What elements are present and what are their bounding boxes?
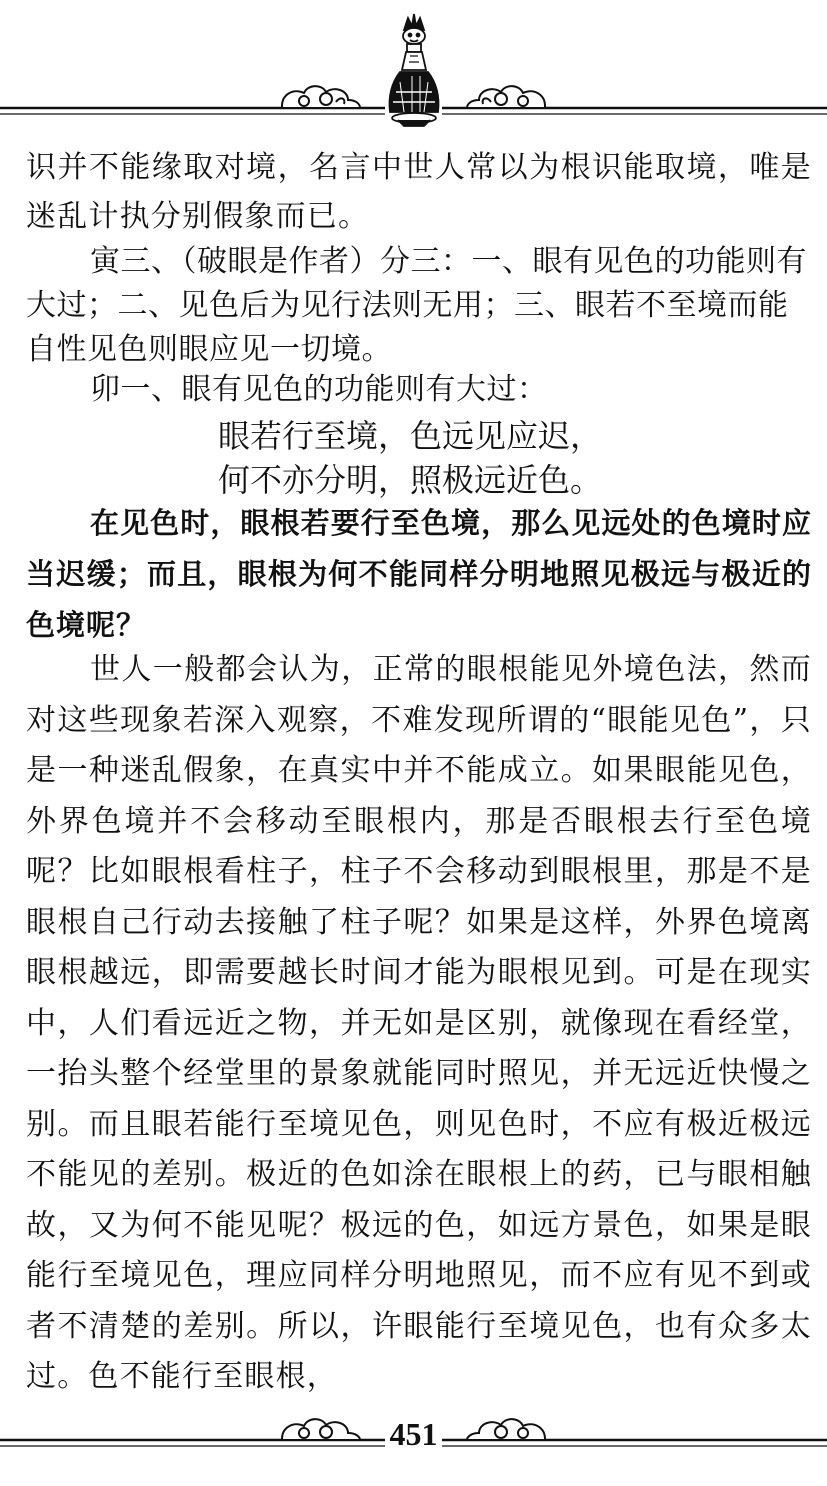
page-number: 451: [389, 1416, 438, 1452]
header-ornament: [0, 0, 827, 135]
section-heading: 寅三、（破眼是作者）分三：一、眼有见色的功能则有大过；二、见色后为见行法则无用；三、眼若不至境而能自性见色则眼应见一切境。: [26, 244, 807, 367]
cloud-scroll-left-icon: [282, 86, 360, 108]
commentary-paragraph: 世人一般都会认为，正常的眼根能见外境色法，然而对这些现象若深入观察，不难发现所谓的“眼能见色”，只是一种迷乱假象，在真实中并不能成立。如果眼能见色，外界色境并不会移动至眼根内，那是否眼根去行至色境呢？比如眼根看柱子，柱子不会移动到眼根里，那是不是眼根自己行动去接触了柱子呢？如果是这样，外界色境离眼根越远，即需要越长时间才能为眼根见到。可是在现实中，人们看远近之物，并无如是区别，就像现在看经堂，一抬头整个经堂里的景象就能同时照见，并无远近快慢之别。而且眼若能行至境见色，则见色时，不应有极近极远不能见的差别。极近的色如涂在眼根上的药，已与眼相触故，又为何不能见呢？极远的色，如远方景色，如果是眼能行至境见色，理应同样分明地照见，而不应有见不到或者不清楚的差别。所以，许眼能行至境见色，也有众多太过。色不能行至眼根，: [26, 652, 812, 1394]
verse-explanation: 在见色时，眼根若要行至色境，那么见远处的色境时应当迟缓；而且，眼根为何不能同样分明地照见极远与极近的色境呢？: [26, 506, 812, 642]
commentary-block: [26, 645, 812, 1403]
main-text: [26, 143, 812, 241]
cloud-scroll-right-icon: [467, 86, 545, 108]
verse-explanation-block: [26, 498, 812, 651]
verse-block: [26, 414, 812, 502]
subsection-heading-block: [26, 368, 812, 412]
subsection-heading: 卯一、眼有见色的功能则有大过：: [90, 372, 548, 407]
verse-line-2: 何不亦分明，照极远近色。: [218, 461, 603, 499]
bell-figure-icon: [389, 14, 438, 126]
section-heading-block: [26, 240, 812, 372]
continuation-paragraph: 识并不能缘取对境，名言中世人常以为根识能取境，唯是迷乱计执分别假象而已。: [26, 150, 812, 234]
verse-line-1: 眼若行至境，色远见应迟，: [218, 417, 603, 455]
